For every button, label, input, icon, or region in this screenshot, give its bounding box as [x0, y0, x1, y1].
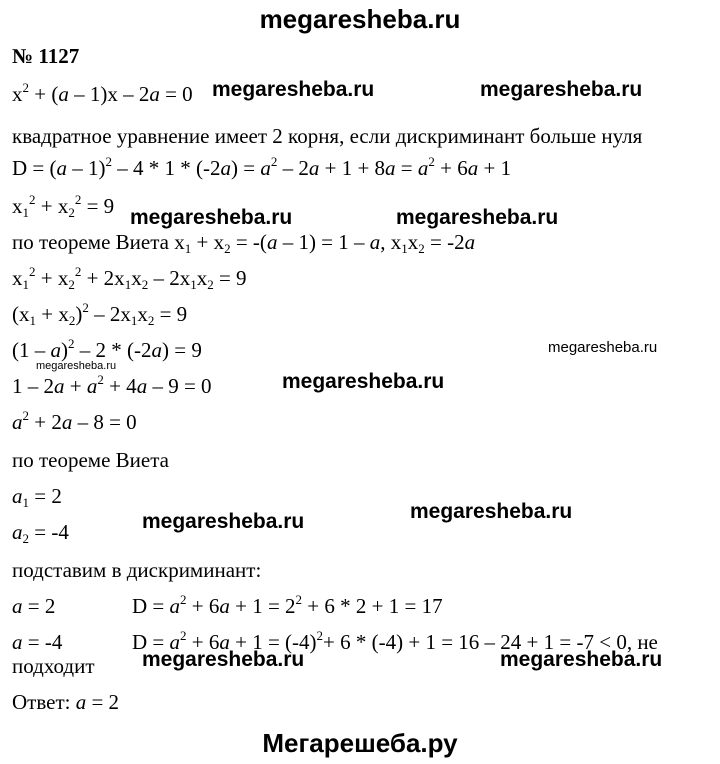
equation-line: $x^2 + (a - 1)x - 2a = 0$: [12, 80, 193, 106]
vieta-label: по теореме Виета: [12, 448, 169, 472]
watermark: megaresheba.ru: [500, 648, 663, 671]
not-suitable: подходит: [12, 654, 95, 678]
check-d-neg4: $D = a^2 + 6a + 1 = (-4)^2+ 6 * (-4) + 1 = 16 - 24 + 1 = -7 < 0$, не: [132, 628, 658, 654]
condition-line: квадратное уравнение имеет 2 корня, если дискриминант больше нуля: [12, 124, 643, 148]
watermark: megaresheba.ru: [396, 206, 559, 229]
answer-line: Ответ: a = 2: [12, 690, 120, 714]
watermark: megaresheba.ru: [36, 360, 117, 372]
watermark: megaresheba.ru: [548, 339, 658, 356]
sum-squares-line: $x_1^2 + x_2^2 = 9$: [12, 192, 115, 220]
site-footer: Мегарешеба.ру: [262, 728, 458, 758]
watermark: megaresheba.ru: [142, 510, 305, 533]
watermark: megaresheba.ru: [212, 78, 375, 101]
check-a-2: a = 2: [12, 594, 56, 618]
root-a1: $a_1 = 2$: [12, 484, 62, 510]
watermark: megaresheba.ru: [282, 370, 445, 393]
square-sum-line: $(x_1 + x_2)^2 - 2x_1x_2 = 9$: [12, 300, 188, 328]
check-a-neg4: a = -4: [12, 630, 63, 654]
watermark: megaresheba.ru: [130, 206, 293, 229]
vieta-line: по теореме Виета $x_1 + x_2 = -(a - 1) = 1 - a$, $x_1x_2 = -2a$: [12, 230, 476, 256]
root-a2: $a_2 = -4$: [12, 520, 69, 546]
substitute-line: (1 – a)$^2$ – 2 * (-2a) = 9: [12, 336, 202, 362]
quadratic-line: $a^2 + 2a - 8 = 0$: [12, 408, 137, 434]
problem-number: № 1127: [12, 44, 80, 68]
check-d-2: $D = a^2 + 6a + 1 = 2^2 + 6 * 2 + 1 = 17$: [132, 592, 443, 618]
watermark: megaresheba.ru: [410, 500, 573, 523]
expand-line: $x_1^2 + x_2^2 + 2x_1x_2 - 2x_1x_2 = 9$: [12, 264, 247, 292]
expanded-line: $1 - 2a + a^2 + 4a - 9 = 0$: [12, 372, 212, 398]
substitute-label: подставим в дискриминант:: [12, 558, 262, 582]
watermark: megaresheba.ru: [142, 648, 305, 671]
discriminant-line: $D = (a - 1)^2 - 4 * 1 * (-2a) = a^2 - 2a + 1 + 8a = a^2 + 6a + 1$: [12, 154, 512, 180]
site-header: megaresheba.ru: [259, 4, 461, 34]
watermark: megaresheba.ru: [480, 78, 643, 101]
